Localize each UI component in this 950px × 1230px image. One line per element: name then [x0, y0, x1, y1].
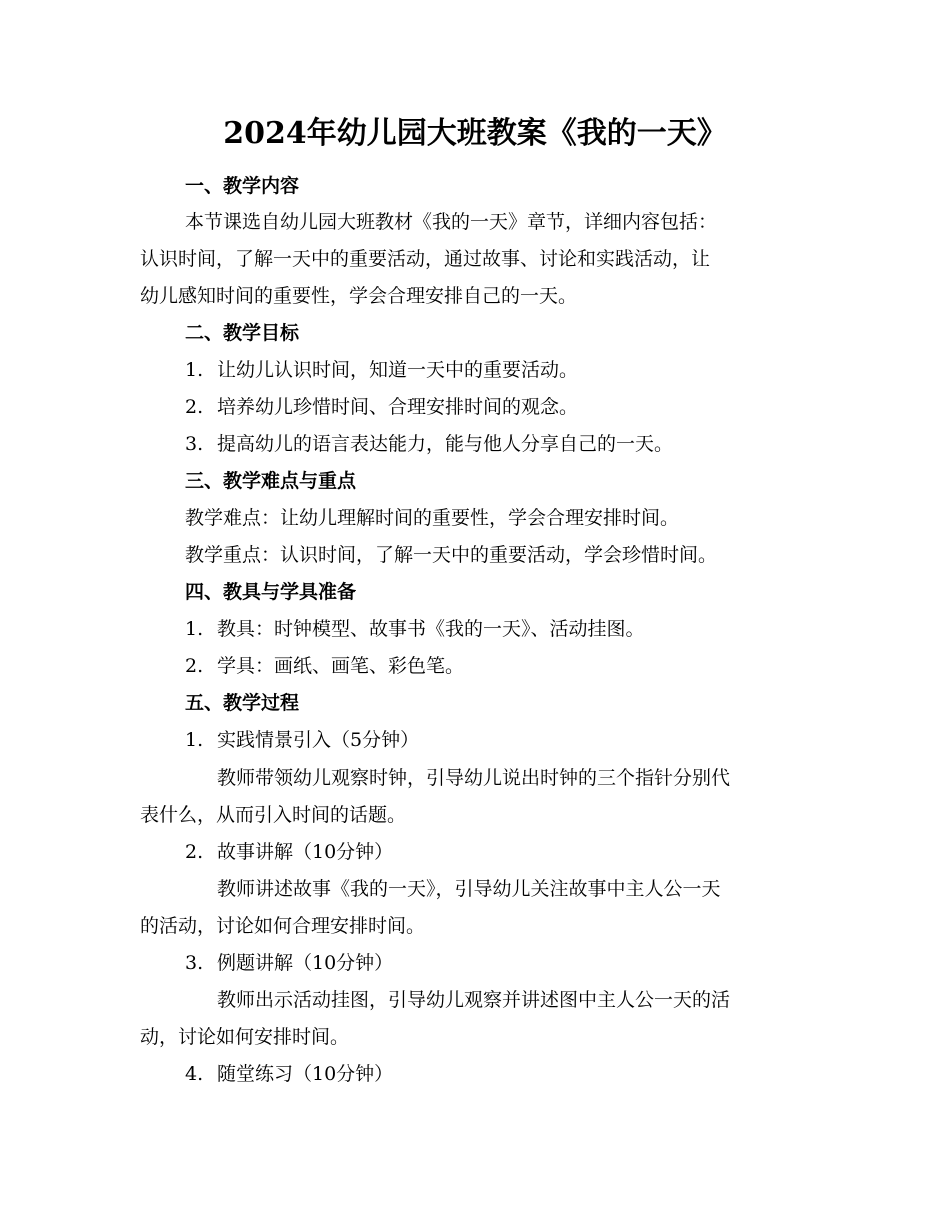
- paragraph-line: 教师出示活动挂图，引导幼儿观察并讲述图中主人公一天的活: [217, 989, 731, 1011]
- list-item: [185, 393, 578, 421]
- step-number: 3.: [185, 952, 204, 974]
- paragraph-line: 表什么，从而引入时间的话题。: [140, 804, 407, 826]
- list-text: 培养幼儿珍惜时间、合理安排时间的观念。: [217, 396, 579, 418]
- paragraph-line: 的活动，讨论如何合理安排时间。: [140, 915, 426, 937]
- list-number: 2.: [185, 396, 204, 418]
- step-number: 4.: [185, 1063, 204, 1085]
- paragraph-line: 教学重点：认识时间，了解一天中的重要活动，学会珍惜时间。: [185, 544, 718, 566]
- list-item: [185, 615, 645, 643]
- paragraph-line: 教师带领幼儿观察时钟，引导幼儿说出时钟的三个指针分别代: [217, 767, 731, 789]
- step-title-text: 故事讲解（10分钟）: [217, 841, 394, 863]
- paragraph-line: 教师讲述故事《我的一天》，引导幼儿关注故事中主人公一天: [217, 878, 721, 900]
- paragraph-line: 本节课选自幼儿园大班教材《我的一天》章节，详细内容包括：: [185, 211, 718, 233]
- list-number: 1.: [185, 618, 204, 640]
- paragraph-line: 动，讨论如何安排时间。: [140, 1026, 350, 1048]
- step-title-text: 随堂练习（10分钟）: [217, 1063, 394, 1085]
- list-item: [185, 356, 578, 384]
- section-heading-keypoints: 三、教学难点与重点: [185, 470, 357, 492]
- step-title: [185, 726, 419, 754]
- list-item: [185, 652, 464, 680]
- list-text: 学具：画纸、画笔、彩色笔。: [217, 655, 465, 677]
- step-title: [185, 1060, 393, 1088]
- paragraph-line: 认识时间，了解一天中的重要活动，通过故事、讨论和实践活动，让: [140, 248, 711, 270]
- list-text: 教具：时钟模型、故事书《我的一天》、活动挂图。: [217, 618, 645, 640]
- document-title: 2024年幼儿园大班教案《我的一天》: [223, 116, 727, 151]
- list-number: 1.: [185, 359, 204, 381]
- list-number: 3.: [185, 433, 204, 455]
- step-title: [185, 949, 393, 977]
- list-text: 让幼儿认识时间，知道一天中的重要活动。: [217, 359, 579, 381]
- section-heading-materials: 四、教具与学具准备: [185, 581, 357, 603]
- step-title: [185, 838, 393, 866]
- list-number: 2.: [185, 655, 204, 677]
- paragraph-line: 幼儿感知时间的重要性，学会合理安排自己的一天。: [140, 285, 578, 307]
- step-title-text: 例题讲解（10分钟）: [217, 952, 394, 974]
- step-number: 2.: [185, 841, 204, 863]
- list-item: [185, 430, 673, 458]
- section-heading-process: 五、教学过程: [185, 692, 300, 714]
- step-number: 1.: [185, 729, 204, 751]
- section-heading-content: 一、教学内容: [185, 175, 300, 197]
- section-heading-goals: 二、教学目标: [185, 322, 300, 344]
- list-text: 提高幼儿的语言表达能力，能与他人分享自己的一天。: [217, 433, 674, 455]
- paragraph-line: 教学难点：让幼儿理解时间的重要性，学会合理安排时间。: [185, 507, 680, 529]
- step-title-text: 实践情景引入（5分钟）: [217, 729, 420, 751]
